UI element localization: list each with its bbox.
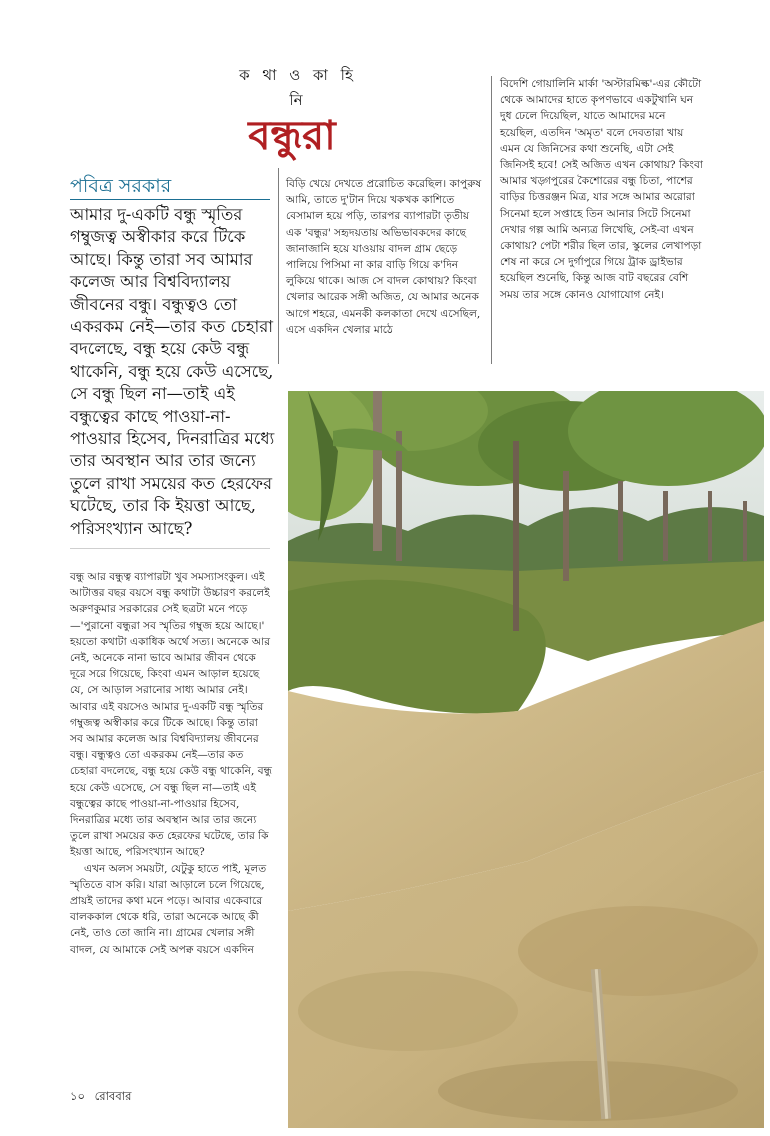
magazine-name: রোববার [94, 1089, 132, 1103]
body-paragraph: বন্ধু আর বন্ধুত্ব ব্যাপারটা খুব সমস্যাসংকুল। এই আটাত্তর বছর বয়সে বন্ধু কথাটা উচ্চারণ করলেই অরুণকুমার সরকারের সেই ছত্রটা মনে পড়ে—'পুরানো বন্ধুরা সব স্মৃতির গম্বুজ হয়ে আছে।' হয়তো কথাটা একাধিক অর্থে সত্য। অনেকে আর নেই, অনেকে নানা ভাবে আমার জীবন থেকে দূরে সরে গিয়েছে, কিংবা এমন আড়াল হয়েছে যে, সে আড়াল সরানোর সাধ্য আমার নেই। আবার এই বয়সেও আমার দু-একটি বন্ধু স্মৃতির গম্বুজত্ব অস্বীকার করে টিকে আছে। কিন্তু তারা সব আমার কলেজ আর বিশ্ববিদ্যালয় জীবনের বন্ধু। বন্ধুত্বও তো একরকম নেই—তার কত চেহারা বদলেছে, বন্ধু হয়ে কেউ বন্ধু থাকেনি, বন্ধু হয়ে কেউ এসেছে, সে বন্ধু ছিল না—তাই এই বন্ধুত্বের কাছে পাওয়া-না-পাওয়ার হিসেব, দিনরাত্রির মধ্যে তার অবস্থান আর তার জন্যে তুলে রাখা সময়ের কত হেরফের ঘটেছে, তার কি ইয়ত্তা আছে, পরিসংখ্যান আছে? [70, 571, 272, 859]
canal-photo-illustration [288, 391, 764, 1128]
article-title: বন্ধুরা [248, 112, 336, 159]
body-column-middle: বিড়ি খেয়ে দেখতে প্ররোচিত করেছিল। কাপুরুষ আমি, তাতে দু'টান দিয়ে খকখক কাশিতে বেসামাল হয়ে পড়ি, তারপর ব্যাপারটা তৃতীয় এক 'বন্ধুর' সহৃদয়তায় অভিভাবকদের কাছে জানাজানি হয়ে যাওয়ায় বাদল গ্রাম ছেড়ে পালিয়ে পিসিমা না কার বাড়ি গিয়ে ক'দিন লুকিয়ে থাকে। আজ সে বাদল কোথায়? কিংবা খেলার আরেক সঙ্গী অজিত, যে আমার অনেক আগে শহরে, এমনকী কলকাতা দেখে এসেছিল, এসে একদিন খেলার মাঠে [286, 178, 482, 336]
canal-photo [288, 391, 764, 1128]
page-number: ১০ [70, 1089, 85, 1103]
section-kicker: ক থা ও কা হি নি [239, 66, 357, 109]
column-rule [278, 168, 279, 364]
intro-divider [70, 548, 270, 549]
page-footer [70, 1088, 137, 1107]
author-name: পবিত্র সরকার [70, 175, 172, 197]
column-rule [491, 76, 492, 364]
author-divider [70, 199, 270, 200]
intro-paragraph: আমার দু-একটি বন্ধু স্মৃতির গম্বুজত্ব অস্বীকার করে টিকে আছে। কিন্তু তারা সব আমার কলেজ আর বিশ্ববিদ্যালয় জীবনের বন্ধু। বন্ধুত্বও তো একরকম নেই—তার কত চেহারা বদলেছে, বন্ধু হয়ে কেউ বন্ধু থাকেনি, বন্ধু হয়ে কেউ এসেছে, সে বন্ধু ছিল না—তাই এই বন্ধুত্বের কাছে পাওয়া-না-পাওয়ার হিসেব, দিনরাত্রির মধ্যে তার অবস্থান আর তার জন্যে তুলে রাখা সময়ের কত হেরফের ঘটেছে, তার কি ইয়ত্তা আছে, পরিসংখ্যান আছে? [70, 205, 275, 538]
body-paragraph: এখন অলস সময়টা, যেটুকু হাতে পাই, মূলত স্মৃতিতে বাস করি। যারা আড়ালে চলে গিয়েছে, প্রায়ই তাদের কথা মনে পড়ে। আবার একেবারে বালককাল থেকে ধরি, তারা অনেকে আছে কী নেই, তাও তো জানি না। গ্রামের খেলার সঙ্গী বাদল, যে আমাকে সেই অপক্ব বয়সে একদিন [70, 862, 267, 956]
body-column-right: বিদেশি গোয়ালিনি মার্কা 'অস্টারমিল্ক'-এর কৌটো থেকে আমাদের হাতে কৃপণভাবে একটুখানি ঘন দুধ ঢেলে দিয়েছিল, যাতে আমাদের মনে হয়েছিল, এতদিন 'অমৃত' বলে দেবতারা খায় এমন যে জিনিসের কথা শুনেছি, এটা সেই জিনিসই হবে! সেই অজিত এখন কোথায়? কিংবা আমার খড়্গপুরের কৈশোরের বন্ধু চিতা, পাশের বাড়ির চিত্তরঞ্জন মিত্র, যার সঙ্গে আমার অরোরা সিনেমা হলে সপ্তাহে তিন আনার সিটে সিনেমা দেখার গল্প আমি অন্যত্র লিখেছি, সেই-বা এখন কোথায়? পেটা শরীর ছিল তার, স্কুলের লেখাপড়া শেষ না করে সে দুর্গাপুরে গিয়ে ট্রাক ড্রাইভার হয়েছিল শুনেছি, কিন্তু আজ বাট বছরের বেশি সময় তার সঙ্গে কোনও যোগাযোগ নেই। [500, 78, 703, 301]
body-column-left [70, 569, 273, 958]
